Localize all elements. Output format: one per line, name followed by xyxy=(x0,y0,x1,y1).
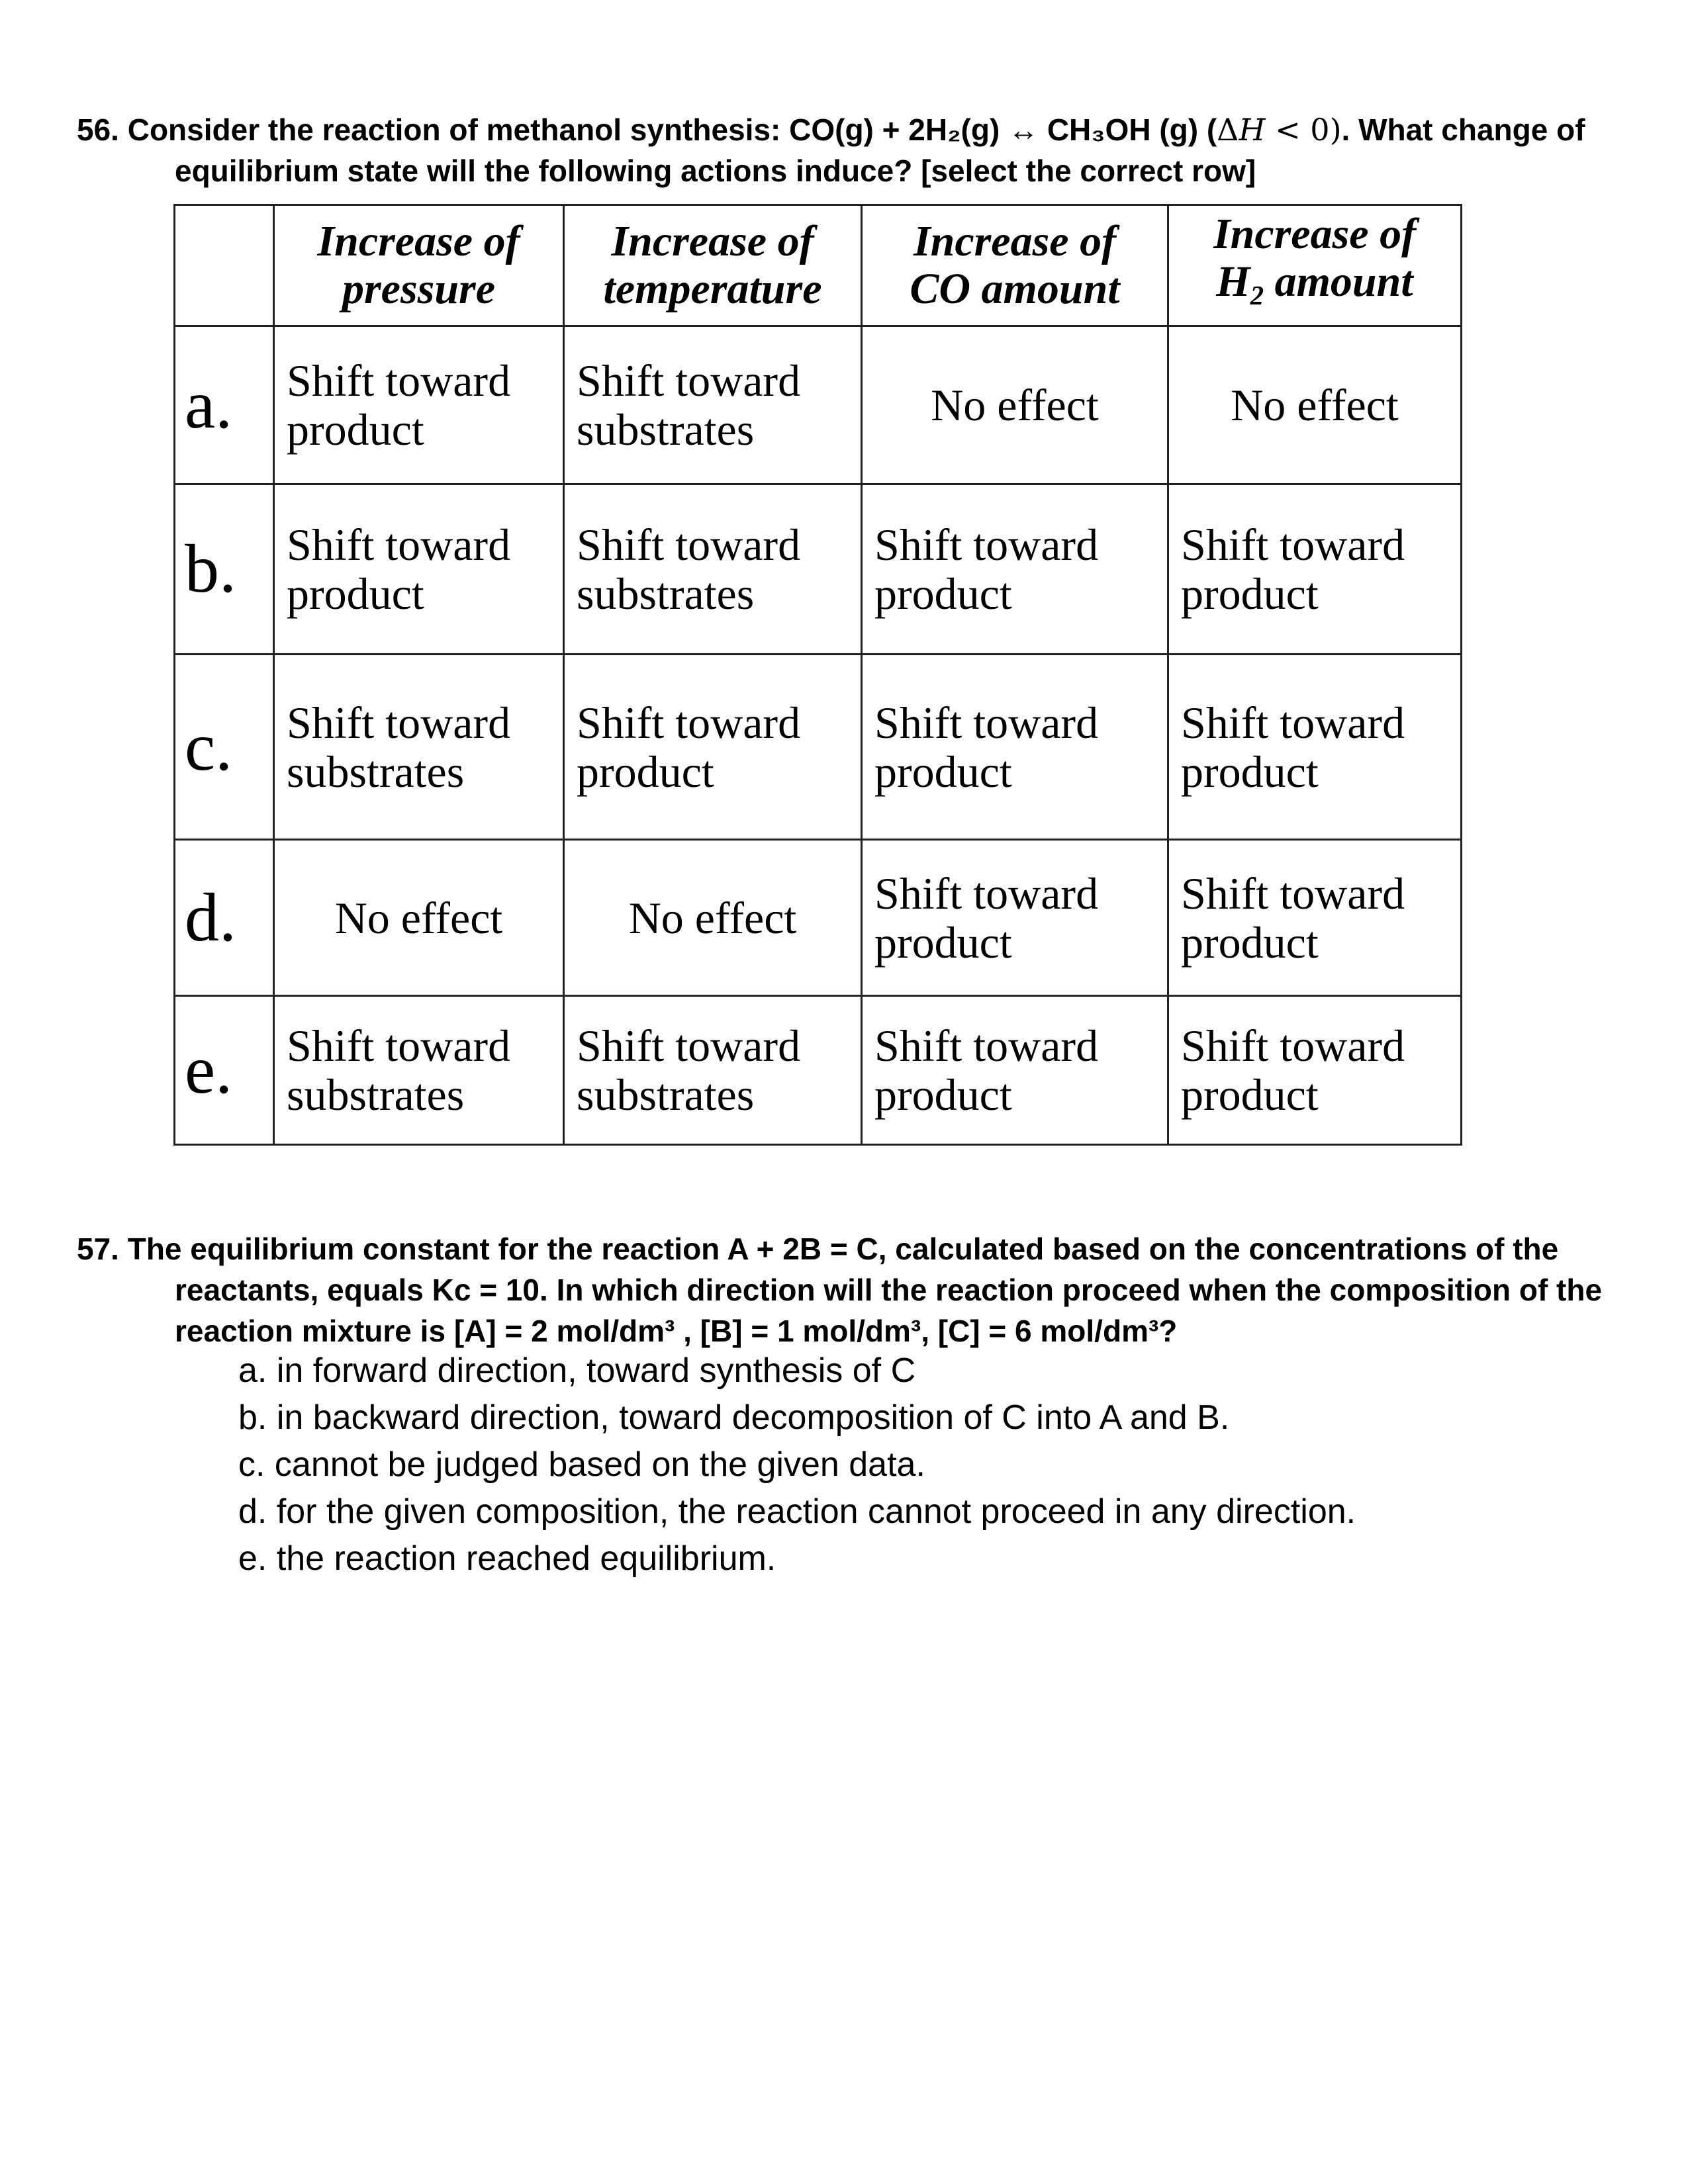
table-cell: Shift toward product xyxy=(274,484,564,655)
table-cell: Shift toward substrates xyxy=(564,996,862,1145)
table-cell: Shift toward product xyxy=(862,484,1168,655)
table-cell: Shift toward product xyxy=(862,655,1168,840)
table-row-e[interactable] xyxy=(175,996,1462,1145)
row-letter: e. xyxy=(175,996,274,1145)
table-cell: No effect xyxy=(862,326,1168,484)
question-56-text: Consider the reaction of methanol synthesis: CO(g) + 2H₂(g) ↔ CH₃OH (g) ( xyxy=(127,113,1217,147)
header-empty-cell xyxy=(175,205,274,326)
table-cell: Shift toward product xyxy=(1168,484,1462,655)
question-57 xyxy=(77,1228,1603,1351)
table-cell: No effect xyxy=(564,840,862,996)
table-cell: No effect xyxy=(274,840,564,996)
row-letter: a. xyxy=(175,326,274,484)
enthalpy-expression: ΔH < 0) xyxy=(1217,112,1342,148)
question-56 xyxy=(77,109,1585,191)
table-cell: Shift toward substrates xyxy=(564,484,862,655)
question-57-answers xyxy=(238,1347,1562,1582)
question-56-number: 56. xyxy=(77,113,119,147)
table-row-d[interactable] xyxy=(175,840,1462,996)
table-row-c[interactable] xyxy=(175,655,1462,840)
header-co-amount: Increase of CO amount xyxy=(862,205,1168,326)
question-57-line-1: 57. The equilibrium constant for the reaction A + 2B = C, calculated based on the concentrations of the xyxy=(77,1232,1559,1266)
row-letter: b. xyxy=(175,484,274,655)
question-56-line-2: equilibrium state will the following actions induce? [select the correct row] xyxy=(175,154,1256,188)
table-cell: Shift toward substrates xyxy=(274,996,564,1145)
question-56-line-1 xyxy=(77,109,1585,150)
header-pressure: Increase of pressure xyxy=(274,205,564,326)
answer-option-e[interactable]: e. the reaction reached equilibrium. xyxy=(238,1539,776,1578)
table-row-b[interactable] xyxy=(175,484,1462,655)
question-56-text-tail: . What change of xyxy=(1341,113,1585,147)
row-letter: d. xyxy=(175,840,274,996)
table-row-a[interactable] xyxy=(175,326,1462,484)
table-cell: No effect xyxy=(1168,326,1462,484)
table-cell: Shift toward product xyxy=(1168,840,1462,996)
answer-option-a[interactable]: a. in forward direction, toward synthesis of C xyxy=(238,1351,916,1390)
answer-option-d[interactable]: d. for the given composition, the reaction cannot proceed in any direction. xyxy=(238,1492,1356,1531)
answer-option-c[interactable]: c. cannot be judged based on the given data. xyxy=(238,1445,925,1484)
table-cell: Shift toward product xyxy=(564,655,862,840)
question-57-line-3: reaction mixture is [A] = 2 mol/dm³ , [B] = 1 mol/dm³, [C] = 6 mol/dm³? xyxy=(175,1314,1178,1348)
options-table xyxy=(173,204,1462,1146)
table-cell: Shift toward product xyxy=(1168,655,1462,840)
header-h2-amount: Increase of $H_2$ amount xyxy=(1168,205,1462,326)
table-cell: Shift toward substrates xyxy=(274,655,564,840)
question-57-number: 57. xyxy=(77,1232,119,1266)
table-cell: Shift toward product xyxy=(862,996,1168,1145)
row-letter: c. xyxy=(175,655,274,840)
table-cell: Shift toward product xyxy=(274,326,564,484)
answer-option-b[interactable]: b. in backward direction, toward decomposition of C into A and B. xyxy=(238,1398,1230,1437)
table-cell: Shift toward product xyxy=(862,840,1168,996)
table-header-row xyxy=(175,205,1462,326)
table-cell: Shift toward substrates xyxy=(564,326,862,484)
header-temperature: Increase of temperature xyxy=(564,205,862,326)
question-57-line-2: reactants, equals Kc = 10. In which direction will the reaction proceed when the composition of the xyxy=(175,1273,1603,1307)
table-cell: Shift toward product xyxy=(1168,996,1462,1145)
